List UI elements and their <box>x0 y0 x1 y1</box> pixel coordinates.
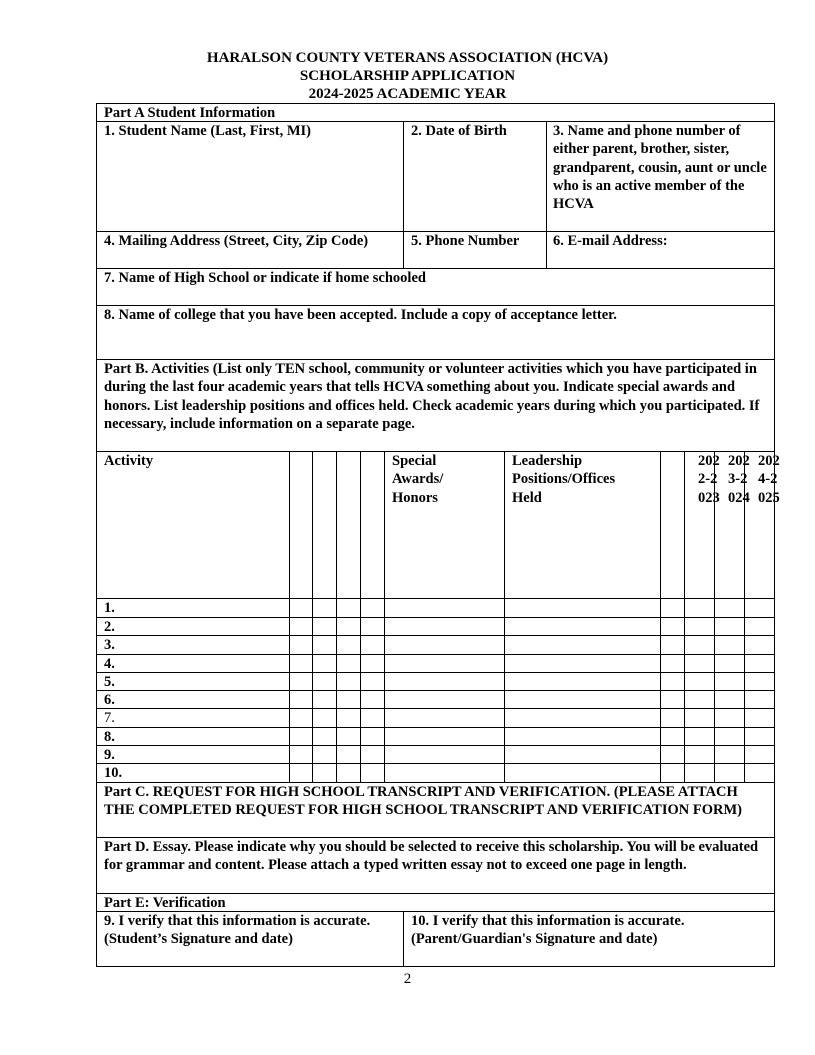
activity-row-number: 1. <box>104 600 115 616</box>
parent-signature-field[interactable]: 10. I verify that this information is accurate. (Parent/Guardian's Signature and date) <box>411 913 685 948</box>
student-name-field[interactable]: 1. Student Name (Last, First, MI) <box>104 123 312 139</box>
email-address-field[interactable]: 6. E-mail Address: <box>553 233 668 249</box>
hcva-member-contact-field[interactable]: 3. Name and phone number of either parent, brother, sister, grandparent, cousin, aunt or uncle who is an active member of the HCVA <box>553 123 767 213</box>
phone-number-field[interactable]: 5. Phone Number <box>411 233 520 249</box>
year-2022-2023-header: 2022-2023 <box>698 453 720 506</box>
academic-year: 2024-2025 ACADEMIC YEAR <box>308 86 507 102</box>
activity-row-number: 8. <box>104 729 115 745</box>
activity-row-number: 2. <box>104 619 115 635</box>
part-e-title: Part E: Verification <box>104 895 226 911</box>
high-school-field[interactable]: 7. Name of High School or indicate if home schooled <box>104 270 426 286</box>
activity-row-number: 4. <box>104 656 115 672</box>
activity-row-number: 5. <box>104 674 115 690</box>
part-a-title: Part A Student Information <box>104 105 276 121</box>
activity-row-number: 7. <box>104 710 115 726</box>
form-title: HARALSON COUNTY VETERANS ASSOCIATION (HCVA) <box>206 50 609 66</box>
activity-row-number: 6. <box>104 692 115 708</box>
form-subtitle: SCHOLARSHIP APPLICATION <box>299 68 516 84</box>
part-d-essay: Part D. Essay. Please indicate why you should be selected to receive this scholarship. You will be evaluated for grammar and content. Please attach a typed written essay not to exceed one page in length. <box>104 839 759 874</box>
date-of-birth-field[interactable]: 2. Date of Birth <box>411 123 507 139</box>
college-field[interactable]: 8. Name of college that you have been accepted. Include a copy of acceptance letter. <box>104 307 617 323</box>
special-awards-column-header: Special Awards/ Honors <box>392 453 444 506</box>
part-c-transcript-request: Part C. REQUEST FOR HIGH SCHOOL TRANSCRIPT AND VERIFICATION. (PLEASE ATTACH THE COMPLETED REQUEST FOR HIGH SCHOOL TRANSCRIPT AND VERIFICATION FORM) <box>104 784 742 819</box>
activity-row-number: 10. <box>104 765 123 781</box>
year-2024-2025-header: 2024-2025 <box>758 453 780 506</box>
activity-column-header: Activity <box>104 453 154 469</box>
leadership-column-header: Leadership Positions/Offices Held <box>512 453 616 506</box>
part-b-intro: Part B. Activities (List only TEN school, community or volunteer activities which you have participated in during the last four academic years that tells HCVA something about you. Indicate special awards and honors. List leadership positions and offices held. Check academic years during which you participated. If necessary, include information on a separate page. <box>104 361 760 432</box>
student-signature-field[interactable]: 9. I verify that this information is accurate. (Student’s Signature and date) <box>104 913 371 948</box>
page-number: 2 <box>403 971 412 987</box>
year-2023-2024-header: 2023-2024 <box>728 453 750 506</box>
mailing-address-field[interactable]: 4. Mailing Address (Street, City, Zip Code) <box>104 233 369 249</box>
activity-row-number: 9. <box>104 747 115 763</box>
activity-row-number: 3. <box>104 637 115 653</box>
